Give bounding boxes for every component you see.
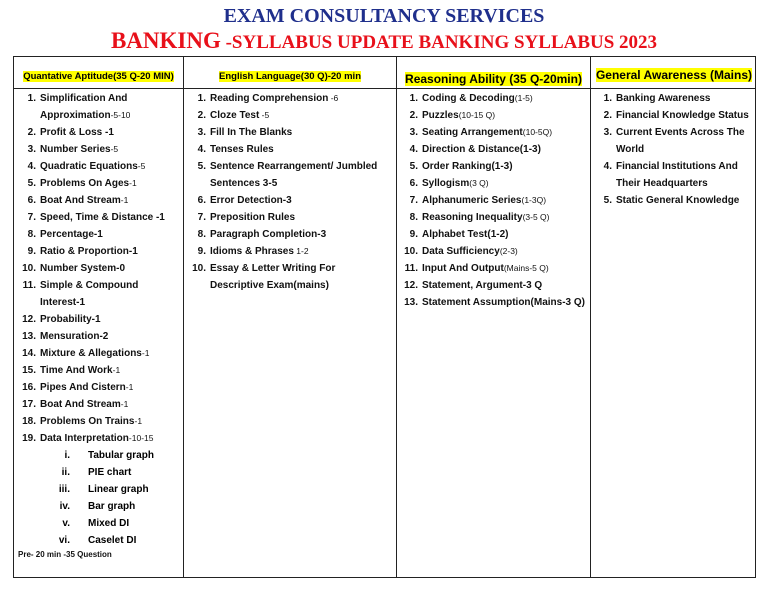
sub-item-number: v. [62,518,70,529]
sub-item-label: Tabular graph [88,450,154,461]
list-item [400,192,586,209]
item-text [422,243,586,260]
item-text [616,124,754,158]
item-label: Alphabet Test(1-2) [422,229,509,240]
item-note: (3-5 Q) [522,212,550,222]
list-item [594,90,754,107]
item-text [210,141,392,158]
item-number: 9. [197,246,206,257]
item-number: 8. [27,229,36,240]
column-reasoning [400,90,586,311]
sub-item-label: Mixed DI [88,518,130,529]
list-item [594,107,754,124]
sub-item-number: vi. [58,535,70,546]
item-label: Mixture & Allegations [40,348,142,359]
item-text [40,328,176,345]
item-note: (10-5Q) [522,127,553,137]
list-item [18,430,176,447]
item-text [40,362,176,379]
item-label: Preposition Rules [210,212,296,223]
sub-item-label: PIE chart [88,467,132,478]
item-note: (10-15 Q) [458,110,496,120]
syllabus-table [13,56,756,578]
list-item [18,124,176,141]
item-label: Problems On Ages [40,178,130,189]
column-general [594,90,754,209]
list-item [400,124,586,141]
item-number: 10. [192,263,206,274]
item-label: Number System-0 [40,263,126,274]
item-label: Static General Knowledge [616,195,740,206]
list-item [188,158,392,192]
list-item [18,260,176,277]
sub-list-item [18,498,176,515]
list-item [188,209,392,226]
item-label: Seating Arrangement [422,127,523,138]
column-header-english [184,66,396,84]
list-item [400,158,586,175]
item-note: -1 [129,178,137,188]
item-text [422,209,586,226]
item-number: 10. [22,263,36,274]
item-label: Quadratic Equations [40,161,138,172]
sub-list-item [18,464,176,481]
item-note: (Mains-5 Q) [503,263,549,273]
list-item [18,328,176,345]
list-item [18,311,176,328]
item-text [422,260,586,277]
list-item [400,277,586,294]
item-text [422,175,586,192]
item-note: 1-2 [293,246,309,256]
item-label: Cloze Test [210,110,260,121]
item-note: (1-3Q) [521,195,547,205]
header-quant-label: Quantative Aptitude(35 Q-20 MIN) [23,71,174,82]
item-number: 12. [22,314,36,325]
item-number: 4. [27,161,36,172]
subtitle-banking: BANKING [110,28,221,53]
item-text [422,294,586,311]
item-label: Profit & Loss -1 [40,127,114,138]
item-label: Percentage-1 [40,229,103,240]
item-number: 2. [197,110,206,121]
item-label: Direction & Distance(1-3) [422,144,541,155]
list-item [594,124,754,158]
item-text [210,226,392,243]
item-label: Syllogism [422,178,470,189]
item-label: Input And Output [422,263,504,274]
item-note: -1 [141,348,150,358]
item-number: 19. [22,433,36,444]
column-header-quant [14,66,183,84]
item-number: 7. [409,195,418,206]
list-item [18,90,176,124]
item-number: 1. [27,93,36,104]
item-number: 18. [22,416,36,427]
item-number: 13. [404,297,418,308]
item-label: Reasoning Inequality [422,212,523,223]
item-number: 2. [603,110,612,121]
item-text [40,396,176,413]
item-text [40,345,176,362]
list-item [188,260,392,294]
item-number: 3. [27,144,36,155]
item-label: Essay & Letter Writing For Descriptive Exam(mains) [210,263,336,291]
item-text [422,107,586,124]
column-quant [18,90,176,559]
sub-list-item [18,447,176,464]
item-text [40,175,176,192]
item-number: 10. [404,246,418,257]
item-number: 5. [603,195,612,206]
list-item [400,260,586,277]
item-number: 6. [27,195,36,206]
item-text [40,124,176,141]
header-reasoning-label: Reasoning Ability (35 Q-20min) [405,72,582,86]
list-item [18,362,176,379]
item-number: 14. [22,348,36,359]
item-label: Order Ranking(1-3) [422,161,513,172]
item-number: 5. [197,161,206,172]
list-item [400,90,586,107]
list-item [400,243,586,260]
item-label: Simplification And Approximation [40,93,128,121]
sub-item-label: Bar graph [88,501,136,512]
item-text [40,90,176,124]
item-label: Fill In The Blanks [210,127,293,138]
list-item [594,192,754,209]
list-item [400,175,586,192]
item-number: 5. [409,161,418,172]
item-label: Financial Knowledge Status [616,110,749,121]
item-text [40,277,176,311]
item-number: 1. [197,93,206,104]
item-text [422,141,586,158]
item-number: 1. [603,93,612,104]
column-divider [183,57,184,577]
item-text [40,311,176,328]
item-number: 11. [22,280,36,291]
item-number: 4. [603,161,612,172]
item-label: Mensuration-2 [40,331,109,342]
list-item [18,379,176,396]
item-note: -1 [112,365,121,375]
item-number: 7. [27,212,36,223]
item-number: 6. [409,178,418,189]
item-number: 4. [409,144,418,155]
item-note: -5 [137,161,146,171]
item-text [422,124,586,141]
item-label: Reading Comprehension [210,93,329,104]
item-text [40,243,176,260]
sub-list-item [18,515,176,532]
list-item [400,226,586,243]
item-label: Data Sufficiency [422,246,500,257]
item-text [616,192,754,209]
item-number: 17. [22,399,36,410]
sub-list-item [18,532,176,549]
item-label: Alphanumeric Series [422,195,522,206]
item-note: -5 [110,144,119,154]
item-text [40,430,176,447]
sub-item-label: Linear graph [88,484,149,495]
item-label: Data Interpretation [40,433,129,444]
item-label: Sentence Rearrangement/ Jumbled Sentences 3-5 [210,161,378,189]
item-text [422,192,586,209]
item-number: 9. [409,229,418,240]
list-item [18,243,176,260]
item-text [422,226,586,243]
item-number: 16. [22,382,36,393]
item-text [210,243,392,260]
item-text [616,107,754,124]
item-text [40,141,176,158]
header-divider [14,88,755,89]
column-english [188,90,392,294]
item-number: 4. [197,144,206,155]
list-item [188,124,392,141]
item-note: (2-3) [499,246,518,256]
item-text [210,124,392,141]
item-text [210,209,392,226]
item-label: Error Detection-3 [210,195,292,206]
item-text [40,379,176,396]
item-label: Financial Institutions And Their Headquarters [616,161,738,189]
list-item [18,226,176,243]
list-item [18,192,176,209]
item-note: -1 [125,382,134,392]
item-label: Probability-1 [40,314,101,325]
item-text [422,90,586,107]
item-number: 3. [197,127,206,138]
item-note: -10-15 [128,433,154,443]
item-label: Statement Assumption(Mains-3 Q) [422,297,585,308]
item-number: 7. [197,212,206,223]
sub-item-label: Caselet DI [88,535,137,546]
list-item [18,277,176,311]
item-text [616,90,754,107]
page-subtitle [0,28,768,54]
item-text [422,277,586,294]
item-text [210,158,392,192]
list-item [400,209,586,226]
item-note: -1 [120,195,129,205]
header-english-label: English Language(30 Q)-20 min [219,71,361,82]
item-label: Puzzles [422,110,459,121]
subtitle-rest: -SYLLABUS UPDATE BANKING SYLLABUS 2023 [220,32,658,53]
item-label: Statement, Argument-3 Q [422,280,543,291]
item-note: -5 [259,110,270,120]
item-label: Ratio & Proportion-1 [40,246,138,257]
item-number: 5. [27,178,36,189]
item-label: Idioms & Phrases [210,246,294,257]
sub-item-number: iii. [58,484,70,495]
item-text [40,226,176,243]
list-item [400,107,586,124]
item-label: Coding & Decoding [422,93,515,104]
list-item [18,175,176,192]
list-item [400,141,586,158]
item-label: Problems On Trains [40,416,135,427]
item-label: Current Events Across The World [616,127,745,155]
list-item [188,107,392,124]
list-item [594,158,754,192]
list-item [18,141,176,158]
item-note: -1 [134,416,143,426]
item-note: -5-10 [110,110,131,120]
item-number: 13. [22,331,36,342]
sub-item-number: iv. [59,501,70,512]
item-text [40,192,176,209]
item-number: 6. [197,195,206,206]
item-number: 15. [22,365,36,376]
item-text [210,260,392,294]
item-number: 11. [404,263,418,274]
list-item [188,192,392,209]
list-item [18,209,176,226]
item-text [40,413,176,430]
item-number: 3. [409,127,418,138]
item-number: 1. [409,93,418,104]
item-label: Simple & Compound Interest-1 [40,280,139,308]
item-label: Number Series [40,144,111,155]
column-divider [396,57,397,577]
item-number: 2. [409,110,418,121]
item-label: Paragraph Completion-3 [210,229,327,240]
header-general-label: General Awareness (Mains) [595,68,753,82]
item-number: 12. [404,280,418,291]
list-item [18,396,176,413]
page-title: EXAM CONSULTANCY SERVICES [223,5,545,27]
item-label: Pipes And Cistern [40,382,126,393]
sub-item-number: i. [64,450,70,461]
item-note: (3 Q) [469,178,489,188]
item-label: Boat And Stream [40,195,121,206]
list-item [18,158,176,175]
item-number: 3. [603,127,612,138]
item-label: Time And Work [40,365,113,376]
column-divider [590,57,591,577]
item-text [40,209,176,226]
column-header-general [591,66,757,84]
item-note: -6 [328,93,339,103]
item-number: 8. [409,212,418,223]
column-header-reasoning [397,70,590,88]
list-item [188,243,392,260]
list-item [400,294,586,311]
list-item [18,345,176,362]
item-text [40,260,176,277]
item-text [210,90,392,107]
item-label: Boat And Stream [40,399,121,410]
sub-list-item [18,481,176,498]
item-note: -1 [120,399,129,409]
item-text [210,107,392,124]
item-text [40,158,176,175]
item-text [210,192,392,209]
item-text [422,158,586,175]
item-text [616,158,754,192]
item-label: Speed, Time & Distance -1 [40,212,165,223]
list-item [188,226,392,243]
item-number: 9. [27,246,36,257]
item-label: Tenses Rules [210,144,274,155]
item-label: Banking Awareness [616,93,711,104]
item-number: 8. [197,229,206,240]
sub-item-number: ii. [61,467,70,478]
item-note: (1-5) [514,93,533,103]
item-number: 2. [27,127,36,138]
footnote: Pre- 20 min -35 Question [18,550,112,559]
list-item [188,90,392,107]
list-item [18,413,176,430]
list-item [188,141,392,158]
